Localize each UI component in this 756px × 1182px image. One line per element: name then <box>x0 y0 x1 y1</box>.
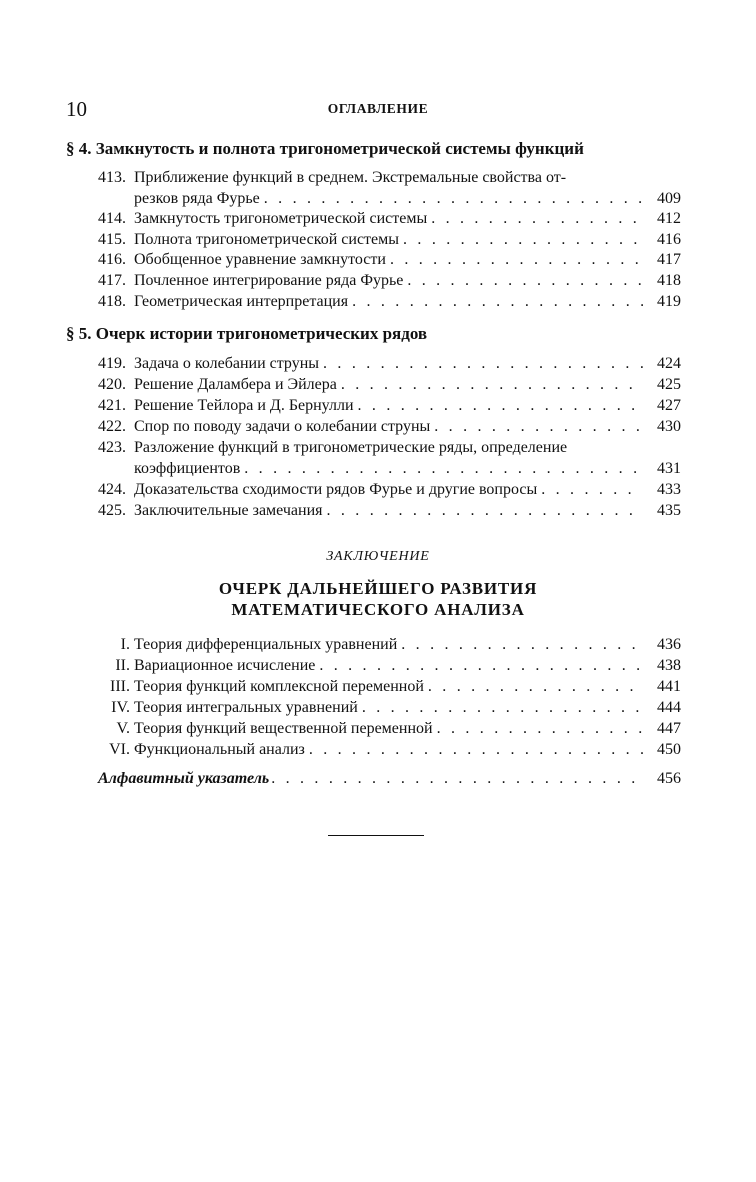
dot-leader <box>309 739 643 760</box>
entry-number: 425. <box>98 502 126 519</box>
entry-number: 413. <box>98 169 126 186</box>
entry-title: Теория функций комплексной переменной <box>134 678 424 695</box>
entry-page: 433 <box>657 481 681 498</box>
entry-page: 431 <box>657 460 681 477</box>
entry-title: Почленное интегрирование ряда Фурье <box>134 272 404 289</box>
dot-leader <box>403 229 643 250</box>
dot-leader <box>362 697 643 718</box>
dot-leader <box>327 500 644 521</box>
toc-entry-roman-2 <box>92 655 681 676</box>
entry-page: 438 <box>657 657 681 674</box>
toc-entry-roman-6 <box>92 739 681 760</box>
entry-page: 412 <box>657 210 681 227</box>
entry-title: Теория дифференциальных уравнений <box>134 636 398 653</box>
entry-page: 444 <box>657 699 681 716</box>
entry-number: IV. <box>111 699 130 716</box>
entry-page: 435 <box>657 502 681 519</box>
entry-number: 418. <box>98 293 126 310</box>
entry-title-line-2: резков ряда Фурье <box>134 190 260 207</box>
entry-number: 421. <box>98 397 126 414</box>
entry-number: 420. <box>98 376 126 393</box>
toc-entry-415 <box>92 229 681 250</box>
toc-entry-index <box>98 768 681 789</box>
toc-entry-roman-3 <box>92 676 681 697</box>
conclusion-title-line-2: МАТЕМАТИЧЕСКОГО АНАЛИЗА <box>231 600 525 619</box>
entry-number: 417. <box>98 272 126 289</box>
toc-entry-423 <box>92 437 681 479</box>
toc-entry-414 <box>92 208 681 229</box>
entry-page: 430 <box>657 418 681 435</box>
toc-entry-413 <box>92 167 681 209</box>
entry-page: 417 <box>657 251 681 268</box>
conclusion-title-line-1: ОЧЕРК ДАЛЬНЕЙШЕГО РАЗВИТИЯ <box>218 579 538 598</box>
entry-page: 419 <box>657 293 681 310</box>
entry-title: Заключительные замечания <box>134 502 323 519</box>
toc-entry-424 <box>92 479 681 500</box>
toc-entry-roman-5 <box>92 718 681 739</box>
dot-leader <box>428 676 643 697</box>
entry-title-line-2: коэффициентов <box>134 460 241 477</box>
entry-number: 414. <box>98 210 126 227</box>
entry-page: 427 <box>657 397 681 414</box>
entry-number: 416. <box>98 251 126 268</box>
entry-title: Замкнутость тригонометрической системы <box>134 210 428 227</box>
entry-page: 418 <box>657 272 681 289</box>
dot-leader <box>390 249 643 270</box>
entry-title: Задача о колебании струны <box>134 355 320 372</box>
entry-page: 416 <box>657 231 681 248</box>
entry-number: III. <box>110 678 130 695</box>
dot-leader <box>264 188 643 209</box>
entry-title-line-1: Разложение функций в тригонометрические ряды, определение <box>134 439 568 456</box>
running-title: ОГЛАВЛЕНИЕ <box>327 101 429 116</box>
entry-page: 447 <box>657 720 681 737</box>
toc-entry-roman-4 <box>92 697 681 718</box>
entry-page: 436 <box>657 636 681 653</box>
entry-page: 425 <box>657 376 681 393</box>
entry-title: Решение Тейлора и Д. Бернулли <box>134 397 354 414</box>
entry-title: Функциональный анализ <box>134 741 305 758</box>
entry-title: Вариационное исчисление <box>134 657 316 674</box>
dot-leader <box>434 416 643 437</box>
entry-number: 415. <box>98 231 126 248</box>
section-5-heading: § 5. Очерк истории тригонометрических рядов <box>66 324 428 343</box>
dot-leader <box>407 270 643 291</box>
entry-page: 450 <box>657 741 681 758</box>
entry-title: Алфавитный указатель <box>98 770 270 787</box>
entry-number: VI. <box>109 741 130 758</box>
entry-number: 423. <box>98 439 126 456</box>
entry-title: Решение Даламбера и Эйлера <box>134 376 337 393</box>
toc-entry-418 <box>92 291 681 312</box>
dot-leader <box>341 374 643 395</box>
dot-leader <box>541 479 643 500</box>
entry-number: II. <box>115 657 130 674</box>
dot-leader <box>271 768 643 789</box>
entry-title: Доказательства сходимости рядов Фурье и другие вопросы <box>134 481 538 498</box>
entry-title: Геометрическая интерпретация <box>134 293 349 310</box>
end-rule <box>328 835 424 836</box>
dot-leader <box>431 208 643 229</box>
entry-number: I. <box>120 636 130 653</box>
toc-entry-417 <box>92 270 681 291</box>
section-4-heading: § 4. Замкнутость и полнота тригонометрической системы функций <box>66 139 584 158</box>
dot-leader <box>352 291 643 312</box>
entry-number: V. <box>116 720 130 737</box>
dot-leader <box>319 655 643 676</box>
entry-title: Обобщенное уравнение замкнутости <box>134 251 386 268</box>
entry-title-line-1: Приближение функций в среднем. Экстремальные свойства от- <box>134 169 567 186</box>
entry-page: 441 <box>657 678 681 695</box>
entry-title: Спор по поводу задачи о колебании струны <box>134 418 431 435</box>
entry-title: Теория интегральных уравнений <box>134 699 358 716</box>
toc-entry-425 <box>92 500 681 521</box>
entry-number: 419. <box>98 355 126 372</box>
toc-entry-416 <box>92 249 681 270</box>
toc-entry-419 <box>92 353 681 374</box>
entry-number: 422. <box>98 418 126 435</box>
dot-leader <box>358 395 643 416</box>
entry-number: 424. <box>98 481 126 498</box>
dot-leader <box>401 634 643 655</box>
entry-page: 424 <box>657 355 681 372</box>
toc-entry-roman-1 <box>92 634 681 655</box>
entry-title: Теория функций вещественной переменной <box>134 720 433 737</box>
entry-page: 456 <box>657 770 681 787</box>
page-number: 10 <box>66 97 87 121</box>
dot-leader <box>323 353 643 374</box>
toc-entry-420 <box>92 374 681 395</box>
dot-leader <box>437 718 643 739</box>
conclusion-label: ЗАКЛЮЧЕНИЕ <box>326 549 430 564</box>
entry-title: Полнота тригонометрической системы <box>134 231 400 248</box>
toc-entry-421 <box>92 395 681 416</box>
entry-page: 409 <box>657 190 681 207</box>
dot-leader <box>244 458 643 479</box>
toc-entry-422 <box>92 416 681 437</box>
